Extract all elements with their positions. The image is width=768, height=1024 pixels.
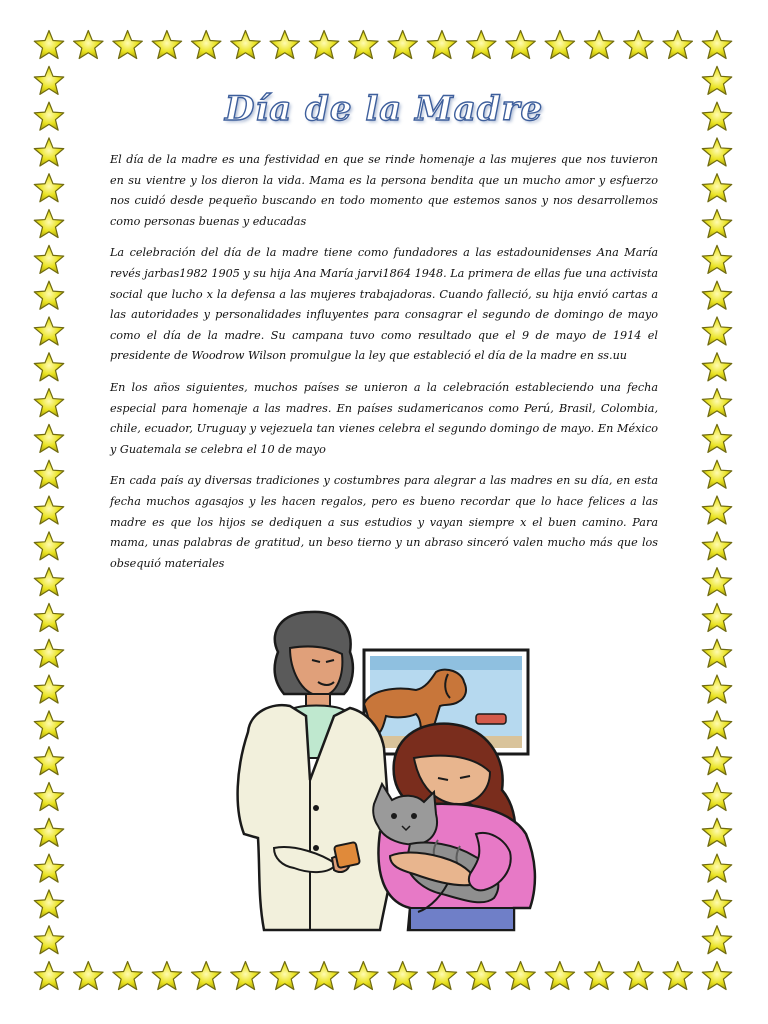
star-icon: [152, 31, 181, 59]
star-icon: [231, 31, 260, 59]
star-icon: [702, 281, 731, 309]
star-icon: [309, 962, 338, 990]
star-icon: [506, 31, 535, 59]
star-icon: [466, 31, 495, 59]
food-bowl: [476, 714, 506, 724]
star-icon: [34, 496, 63, 524]
page-title: Día de la Madre: [224, 89, 544, 129]
star-icon: [34, 568, 63, 596]
star-icon: [702, 245, 731, 273]
star-icon: [388, 962, 417, 990]
star-icon: [702, 532, 731, 560]
star-icon: [702, 962, 731, 990]
star-icon: [34, 424, 63, 452]
star-icon: [270, 962, 299, 990]
star-icon: [545, 962, 574, 990]
star-icon: [702, 317, 731, 345]
paragraph-1: El día de la madre es una festividad en que se rinde homenaje a las mujeres que nos tuvieron en su vientre y los dieron la vida. Mama es la persona bendita que un mucho amor y esfuerzo nos cuidó desde pequeño buscando en todo momento que estemos sanos y nos desarrollemos como personas buenas y educadas: [110, 153, 658, 228]
star-icon: [34, 31, 63, 59]
star-icon: [702, 138, 731, 166]
star-icon: [34, 854, 63, 882]
star-icon: [702, 675, 731, 703]
star-icon: [34, 962, 63, 990]
star-icon: [34, 747, 63, 775]
star-icon: [191, 31, 220, 59]
star-icon: [584, 31, 613, 59]
star-icon: [506, 962, 535, 990]
star-icon: [270, 31, 299, 59]
star-icon: [74, 31, 103, 59]
star-icon: [34, 389, 63, 417]
vet-clinic-illustration: [214, 608, 566, 940]
star-icon: [663, 962, 692, 990]
star-icon: [388, 31, 417, 59]
star-icon: [702, 603, 731, 631]
star-icon: [702, 890, 731, 918]
star-icon: [74, 962, 103, 990]
star-icon: [34, 138, 63, 166]
star-icon: [34, 281, 63, 309]
star-icon: [702, 424, 731, 452]
star-icon: [702, 31, 731, 59]
star-icon: [702, 568, 731, 596]
article-body: [110, 150, 658, 585]
star-icon: [34, 890, 63, 918]
star-icon: [231, 962, 260, 990]
paragraph-4: En cada país ay diversas tradiciones y costumbres para alegrar a las madres en su día, en esta fecha muchos agasajos y les hacen regalos, pero es bueno recordar que lo hace felices a las madre es que los hijos se dediquen a sus estudios y vayan siempre x el buen camino. Para mama, unas palabras de gratitud, un beso tierno y un abraso sinceró valen mucho más que los obsequió materiales: [110, 474, 658, 570]
star-icon: [34, 818, 63, 846]
star-icon: [309, 31, 338, 59]
star-icon: [702, 711, 731, 739]
star-icon: [702, 818, 731, 846]
star-icon: [702, 460, 731, 488]
star-icon: [702, 210, 731, 238]
star-icon: [702, 747, 731, 775]
paragraph-2: La celebración del día de la madre tiene como fundadores a las estadounidenses Ana María revés jarbas1982 1905 y su hija Ana María jarvi1864 1948. La primera de ellas fue una activista social que lucho x la defensa a las mujeres trabajadoras. Cuando falleció, su hija envió cartas a las autoridades y personalidades influyentes para consagrar el segundo de domingo de mayo como el día de la madre. Su campana tuvo como resultado que el 9 de mayo de 1914 el presidente de Woodrow Wilson promulgue la ley que estableció el día de la madre en ss.uu: [110, 246, 658, 363]
star-icon: [427, 962, 456, 990]
star-icon: [349, 962, 378, 990]
star-icon: [152, 962, 181, 990]
star-icon: [34, 782, 63, 810]
star-icon: [34, 353, 63, 381]
star-icon: [34, 532, 63, 560]
star-icon: [34, 639, 63, 667]
star-icon: [34, 675, 63, 703]
star-icon: [702, 389, 731, 417]
star-icon: [34, 711, 63, 739]
star-icon: [34, 210, 63, 238]
star-icon: [466, 962, 495, 990]
star-icon: [702, 854, 731, 882]
star-icon: [702, 639, 731, 667]
star-icon: [34, 603, 63, 631]
star-icon: [624, 962, 653, 990]
star-icon: [702, 174, 731, 202]
star-icon: [702, 496, 731, 524]
paragraph-3: En los años siguientes, muchos países se unieron a la celebración estableciendo una fecha especial para homenaje a las madres. En países sudamericanos como Perú, Brasil, Colombia, chile, ecuador, Uruguay y vejezuela tan vienes celebra el segundo domingo de mayo. En México y Guatemala se celebra el 10 de mayo: [110, 380, 658, 456]
star-icon: [191, 962, 220, 990]
star-icon: [113, 31, 142, 59]
star-icon: [624, 31, 653, 59]
star-icon: [702, 782, 731, 810]
star-icon: [34, 317, 63, 345]
star-icon: [702, 353, 731, 381]
star-icon: [34, 926, 63, 954]
star-icon: [545, 31, 574, 59]
star-icon: [584, 962, 613, 990]
star-icon: [113, 962, 142, 990]
star-icon: [427, 31, 456, 59]
star-icon: [34, 174, 63, 202]
star-icon: [663, 31, 692, 59]
star-icon: [702, 926, 731, 954]
star-icon: [349, 31, 378, 59]
star-icon: [34, 245, 63, 273]
star-icon: [34, 460, 63, 488]
